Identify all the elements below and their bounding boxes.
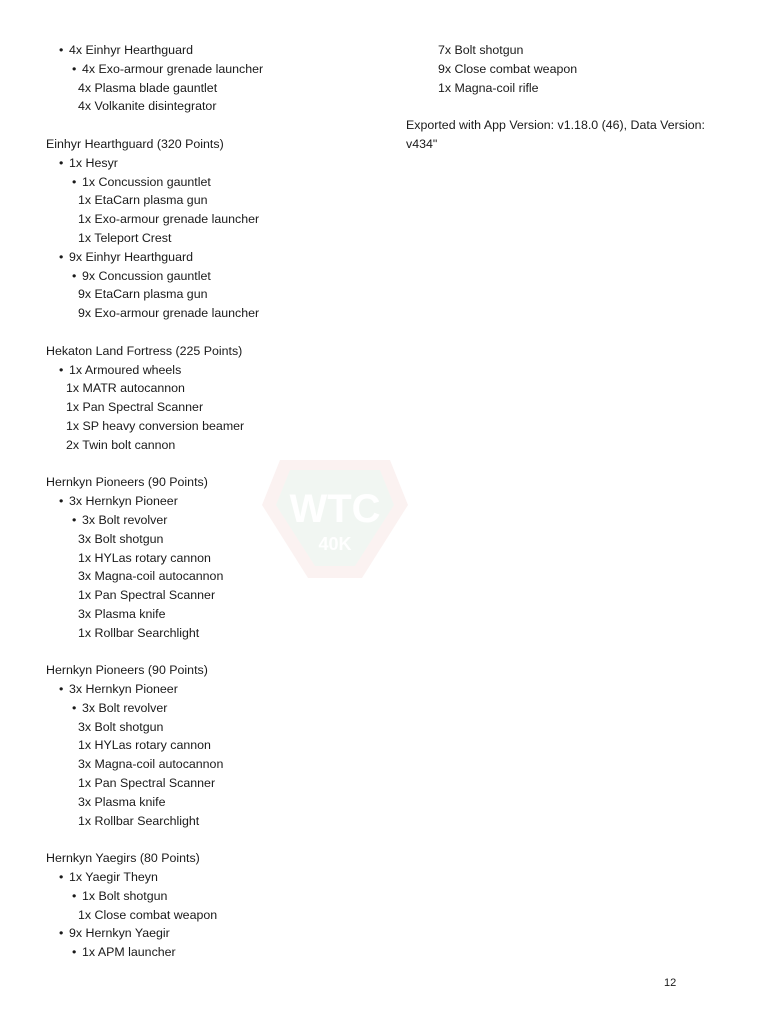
line-text: 3x Plasma knife: [78, 794, 166, 809]
line-text: Hekaton Land Fortress (225 Points): [46, 343, 243, 358]
list-item: [46, 943, 386, 962]
line-text: 4x Volkanite disintegrator: [78, 99, 217, 114]
line-text: 1x MATR autocannon: [66, 381, 185, 396]
right-column: [406, 41, 736, 154]
export-note: Exported with App Version: v1.18.0 (46), Data Version: v434": [406, 118, 705, 151]
line-text: Hernkyn Pioneers (90 Points): [46, 475, 208, 490]
line-text: 9x Exo-armour grenade launcher: [78, 306, 260, 321]
line-text: Einhyr Hearthguard (320 Points): [46, 136, 224, 151]
list-item: [46, 887, 386, 906]
list-item: [46, 567, 386, 586]
line-text: 1x Yaegir Theyn: [69, 870, 158, 885]
line-text: 1x SP heavy conversion beamer: [66, 418, 245, 433]
line-text: Hernkyn Yaegirs (80 Points): [46, 851, 200, 866]
list-item: [46, 97, 386, 116]
blank-line: [46, 830, 386, 849]
line-text: 3x Magna-coil autocannon: [78, 569, 224, 584]
list-item: [46, 210, 386, 229]
bullet-icon: •: [72, 268, 77, 283]
list-item: [46, 492, 386, 511]
line-text: 1x Teleport Crest: [78, 230, 172, 245]
line-text: 3x Bolt shotgun: [78, 719, 164, 734]
bullet-icon: •: [59, 682, 64, 697]
line-text: 3x Bolt shotgun: [78, 531, 164, 546]
line-text: 4x Einhyr Hearthguard: [69, 43, 193, 57]
list-item: [46, 267, 386, 286]
line-text: 1x Magna-coil rifle: [438, 80, 539, 95]
line-text: 4x Plasma blade gauntlet: [78, 80, 218, 95]
line-text: 1x Rollbar Searchlight: [78, 813, 200, 828]
list-item: [46, 680, 386, 699]
blank-line: [406, 97, 736, 116]
line-text: 1x Exo-armour grenade launcher: [78, 212, 260, 227]
list-item: [46, 285, 386, 304]
bullet-icon: •: [59, 362, 64, 377]
line-text: 1x HYLas rotary cannon: [78, 738, 211, 753]
list-item: [46, 605, 386, 624]
bullet-icon: •: [72, 61, 77, 76]
line-text: 1x Pan Spectral Scanner: [78, 776, 216, 791]
list-item: [406, 60, 736, 79]
unit-heading: [46, 473, 386, 492]
line-text: 3x Bolt revolver: [82, 512, 168, 527]
bullet-icon: •: [72, 700, 77, 715]
list-item: [46, 191, 386, 210]
line-text: 1x Armoured wheels: [69, 362, 182, 377]
list-item: [46, 41, 386, 60]
line-text: 9x Close combat weapon: [438, 61, 578, 76]
line-text: 1x APM launcher: [82, 945, 176, 960]
line-text: 1x Rollbar Searchlight: [78, 625, 200, 640]
left-column: [46, 41, 386, 962]
list-item: [46, 248, 386, 267]
list-item: [46, 229, 386, 248]
blank-line: [46, 455, 386, 474]
list-item: [46, 436, 386, 455]
list-item: [46, 868, 386, 887]
line-text: 1x HYLas rotary cannon: [78, 550, 211, 565]
line-text: 9x EtaCarn plasma gun: [78, 287, 208, 302]
line-text: 1x EtaCarn plasma gun: [78, 193, 208, 208]
line-text: 4x Exo-armour grenade launcher: [82, 61, 264, 76]
list-item: [46, 173, 386, 192]
line-text: 1x Bolt shotgun: [82, 888, 168, 903]
line-text: 9x Hernkyn Yaegir: [69, 926, 170, 941]
list-item: [46, 417, 386, 436]
line-text: 1x Hesyr: [69, 155, 118, 170]
list-item: [46, 304, 386, 323]
list-item: [46, 718, 386, 737]
bullet-icon: •: [59, 155, 64, 170]
list-item: [46, 924, 386, 943]
bullet-icon: •: [59, 249, 64, 264]
list-item: [46, 812, 386, 831]
bullet-icon: •: [59, 926, 64, 941]
unit-heading: [46, 342, 386, 361]
line-text: 3x Hernkyn Pioneer: [69, 682, 178, 697]
bullet-icon: •: [72, 945, 77, 960]
line-text: 3x Bolt revolver: [82, 700, 168, 715]
list-item: [46, 530, 386, 549]
line-text: 3x Hernkyn Pioneer: [69, 494, 178, 509]
list-item: [46, 511, 386, 530]
line-text: 3x Plasma knife: [78, 606, 166, 621]
unit-heading: [46, 661, 386, 680]
bullet-icon: •: [59, 43, 64, 57]
line-text: 2x Twin bolt cannon: [66, 437, 176, 452]
list-item: [46, 79, 386, 98]
bullet-icon: •: [72, 888, 77, 903]
list-item: [406, 41, 736, 60]
bullet-icon: •: [72, 512, 77, 527]
line-text: 1x Close combat weapon: [78, 907, 218, 922]
line-text: 1x Pan Spectral Scanner: [78, 588, 216, 603]
list-item: [46, 586, 386, 605]
bullet-icon: •: [72, 174, 77, 189]
line-text: Hernkyn Pioneers (90 Points): [46, 663, 208, 678]
list-item: [46, 736, 386, 755]
bullet-icon: •: [59, 494, 64, 509]
list-item: [46, 699, 386, 718]
list-item: [46, 361, 386, 380]
line-text: 9x Einhyr Hearthguard: [69, 249, 193, 264]
line-text: 1x Concussion gauntlet: [82, 174, 211, 189]
blank-line: [46, 323, 386, 342]
unit-heading: [46, 849, 386, 868]
blank-line: [46, 116, 386, 135]
unit-heading: [46, 135, 386, 154]
list-item: [46, 549, 386, 568]
list-item: [46, 154, 386, 173]
page-number: 12: [664, 977, 677, 989]
bullet-icon: •: [59, 870, 64, 885]
list-item: [46, 398, 386, 417]
list-item: [406, 79, 736, 98]
list-item: [46, 774, 386, 793]
list-item: [46, 379, 386, 398]
list-item: [46, 793, 386, 812]
svg-text:40K: 40K: [318, 534, 352, 554]
line-text: 7x Bolt shotgun: [438, 43, 524, 57]
list-item: [46, 906, 386, 925]
blank-line: [46, 643, 386, 662]
line-text: 9x Concussion gauntlet: [82, 268, 211, 283]
list-item: [46, 624, 386, 643]
svg-text:WTC: WTC: [289, 487, 381, 531]
line-text: 1x Pan Spectral Scanner: [66, 400, 204, 415]
line-text: 3x Magna-coil autocannon: [78, 757, 224, 772]
list-item: [46, 60, 386, 79]
list-item: [46, 755, 386, 774]
